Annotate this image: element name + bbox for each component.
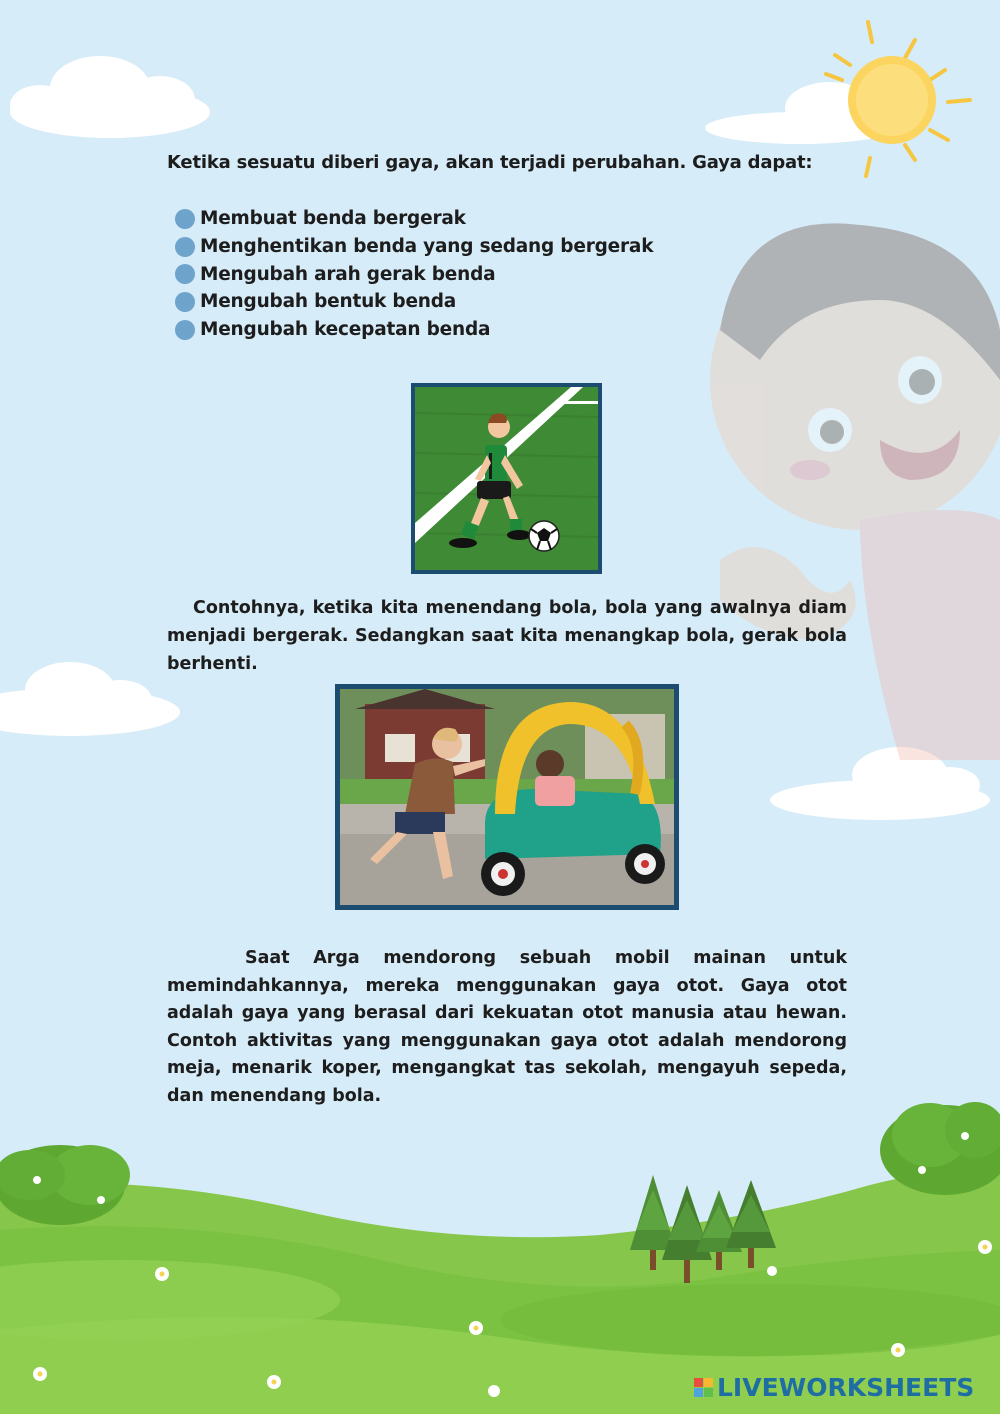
- list-item: Mengubah bentuk benda: [175, 288, 653, 316]
- muscle-force-paragraph: Saat Arga mendorong sebuah mobil mainan untuk memindahkannya, mereka menggunakan gaya otot. Gaya otot adalah gaya yang berasal dari kekuatan otot manusia atau hewan. Contoh aktivitas yang menggunakan gaya otot adalah mendorong meja, menarik koper, mengangkat tas sekolah, mengayuh sepeda, dan menendang bola.: [167, 948, 847, 1106]
- list-item: Menghentikan benda yang sedang bergerak: [175, 233, 653, 261]
- soccer-player-image: [411, 383, 602, 574]
- list-item: Mengubah kecepatan benda: [175, 316, 653, 344]
- list-item: Mengubah arah gerak benda: [175, 261, 653, 289]
- liveworksheets-mark-icon: [694, 1378, 713, 1397]
- bullet-dot-icon: [175, 209, 195, 229]
- list-item: Membuat benda bergerak: [175, 205, 653, 233]
- liveworksheets-logo: LIVEWORKSHEETS: [694, 1373, 974, 1402]
- kicking-ball-paragraph: Contohnya, ketika kita menendang bola, bola yang awalnya diam menjadi bergerak. Sedangkan saat kita menangkap bola, gerak bola berhenti.: [167, 598, 847, 674]
- intro-text: Ketika sesuatu diberi gaya, akan terjadi perubahan. Gaya dapat:: [167, 152, 813, 173]
- soccer-ball-icon: [529, 521, 559, 551]
- force-effects-list: [175, 205, 653, 344]
- bullet-dot-icon: [175, 264, 195, 284]
- bullet-dot-icon: [175, 237, 195, 257]
- toy-car-push-image: [335, 684, 679, 910]
- bullet-dot-icon: [175, 320, 195, 340]
- bullet-dot-icon: [175, 292, 195, 312]
